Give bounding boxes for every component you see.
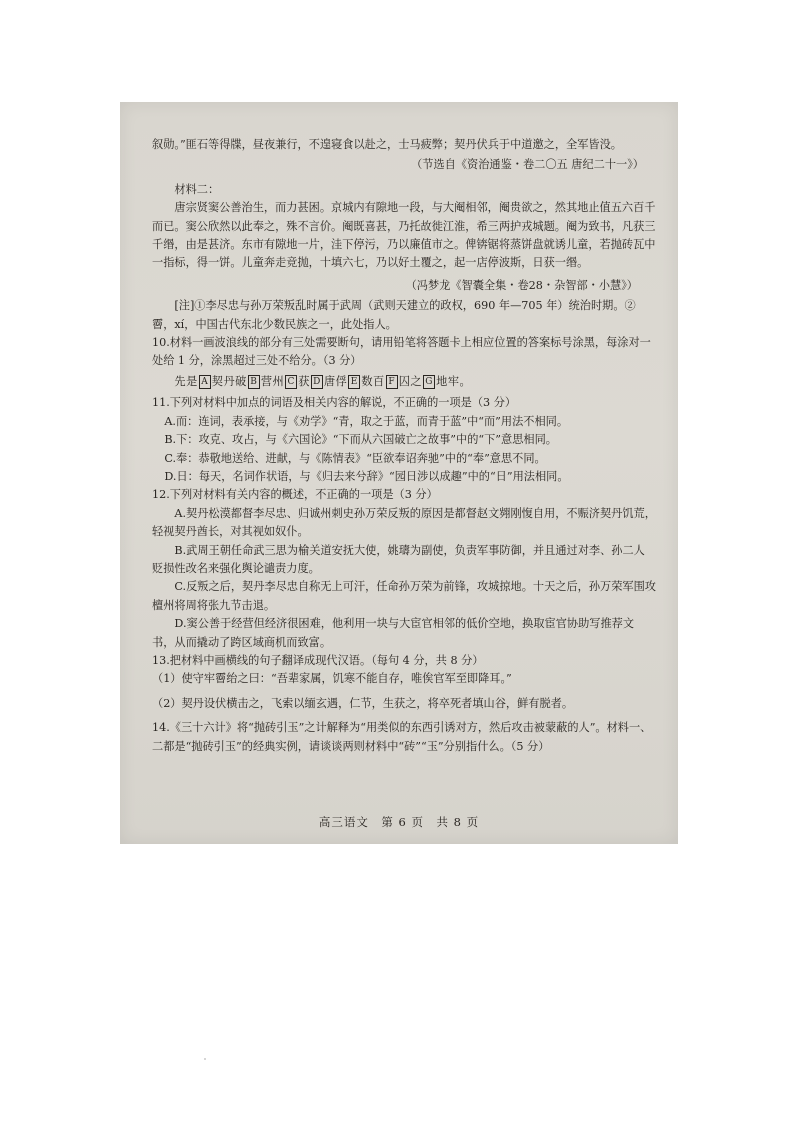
p5: （冯梦龙《智囊全集・卷28・杂智部・小慧》） xyxy=(405,278,638,292)
stray-mark xyxy=(204,1058,206,1060)
page-footer: 高三语文 第 6 页 共 8 页 xyxy=(318,815,480,829)
sentence-segment: 地牢。 xyxy=(436,374,472,388)
q12c: C.反叛之后，契丹李尽忠自称无上可汗，任命孙万荣为前锋，攻城掠地。十天之后，孙万荣军围攻檀州将周将张九节击退。 xyxy=(152,580,656,612)
exam-page xyxy=(120,102,678,844)
p6: [注]①李尽忠与孙万荣叛乱时属于武周（武则天建立的政权，690 年—705 年）统治时期。②霫，xí，中国古代东北少数民族之一，此处指人。 xyxy=(152,299,636,331)
p1: 叙勋。”匪石等得牒，昼夜兼行，不遑寝食以赴之，士马疲弊；契丹伏兵于中道邀之，全军皆没。 xyxy=(152,138,622,151)
q11b: B.下：攻克、攻占，与《六国论》“下而从六国破亡之故事”中的“下”意思相同。 xyxy=(164,433,557,447)
q12b: B.武周王朝任命武三思为榆关道安抚大使，姚璹为副使，负责军事防御，并且通过对李、孙二人贬损性改名来强化舆论谴责力度。 xyxy=(152,543,645,575)
sentence-segment: 获 xyxy=(298,374,310,388)
sentence-segment: 营州 xyxy=(260,374,285,388)
q12d: D.窦公善于经营但经济很困难，他利用一块与大宦官相邻的低价空地，换取宦官协助写推荐文书，从而撬动了跨区域商机而致富。 xyxy=(152,617,635,649)
answer-box-f: F xyxy=(386,375,398,389)
q13b: （2）契丹设伏横击之，飞索以缅玄遇，仁节，生获之，将卒死者填山谷，鲜有脱者。 xyxy=(152,696,574,710)
sentence-segment: 契丹破 xyxy=(211,374,247,388)
answer-box-d: D xyxy=(311,375,323,389)
q13: 13.把材料中画横线的句子翻译成现代汉语。（每句 4 分，共 8 分） xyxy=(152,653,484,667)
passage-block xyxy=(152,136,656,371)
answer-box-a: A xyxy=(199,375,211,389)
q11c: C.奉：恭敬地送给、进献，与《陈情表》“臣欲奉诏奔驰”中的“奉”意思不同。 xyxy=(164,451,546,465)
q14: 14.《三十六计》将“抛砖引玉”之计解释为“用类似的东西引诱对方，然后攻击被蒙蔽的人”。材料一、二都是“抛砖引玉”的经典实例，请谈谈两则材料中“砖”“玉”分别指什么。（5 分） xyxy=(152,721,652,753)
answer-box-b: B xyxy=(248,375,260,389)
q12a: A.契丹松漠都督李尽忠、归诚州刺史孙万荣反叛的原因是都督赵文翙刚愎自用，不赈济契丹饥荒，轻视契丹酋长，对其视如奴仆。 xyxy=(152,506,656,539)
page-content xyxy=(152,136,656,756)
q13a: （1）使守牢霫绐之曰：“吾辈家属，饥寒不能自存，唯俟官军至即降耳。” xyxy=(152,672,512,686)
q11: 11.下列对材料中加点的词语及相关内容的解说，不正确的一项是（3 分） xyxy=(152,396,517,410)
q12: 12.下列对材料有关内容的概述，不正确的一项是（3 分） xyxy=(152,488,438,502)
punctuation-sentence xyxy=(152,373,656,391)
p7: 10.材料一画波浪线的部分有三处需要断句，请用铅笔将答题卡上相应位置的答案标号涂黑，每涂对一处给 1 分，涂黑超过三处不给分。（3 分） xyxy=(152,336,651,368)
q11d: D.日：每天，名词作状语，与《归去来兮辞》“园日涉以成趣”中的“日”用法相同。 xyxy=(164,469,569,483)
p4: 唐宗贤窦公善治生，而力甚困。京城内有隙地一段，与大阉相邻，阉贵欲之，然其地止值五六百千而已。窦公欣然以此奉之，殊不言价。阉既喜甚，乃托故徙江淮，希三两护戎城题。阉为致书，凡获三千缗，由是甚济。东市有隙地一片，洼下停污，乃以廉值市之。俾锛锯将蒸饼盘就诱儿童，若抛砖瓦中一指标，得一饼。儿童奔走竞抛，十填六七，乃以好土覆之，起一店停波斯，日获一缗。 xyxy=(152,201,656,270)
sentence-segment: 数百 xyxy=(361,374,385,388)
sentence-segment: 囚之 xyxy=(398,374,423,388)
sentence-segment: 唐俘 xyxy=(323,374,348,388)
q11a: A.而：连词，表承接，与《劝学》“青，取之于蓝，而青于蓝”中“而”用法不相同。 xyxy=(164,414,569,428)
answer-box-g: G xyxy=(423,375,435,389)
answer-box-e: E xyxy=(348,375,360,389)
answer-box-c: C xyxy=(285,375,297,389)
questions-block xyxy=(152,394,656,756)
p2: （节选自《资治通鉴・卷二〇五 唐纪二十一》） xyxy=(411,158,644,172)
p3: 材料二： xyxy=(174,182,220,196)
sentence-prefix: 先是 xyxy=(174,374,198,388)
